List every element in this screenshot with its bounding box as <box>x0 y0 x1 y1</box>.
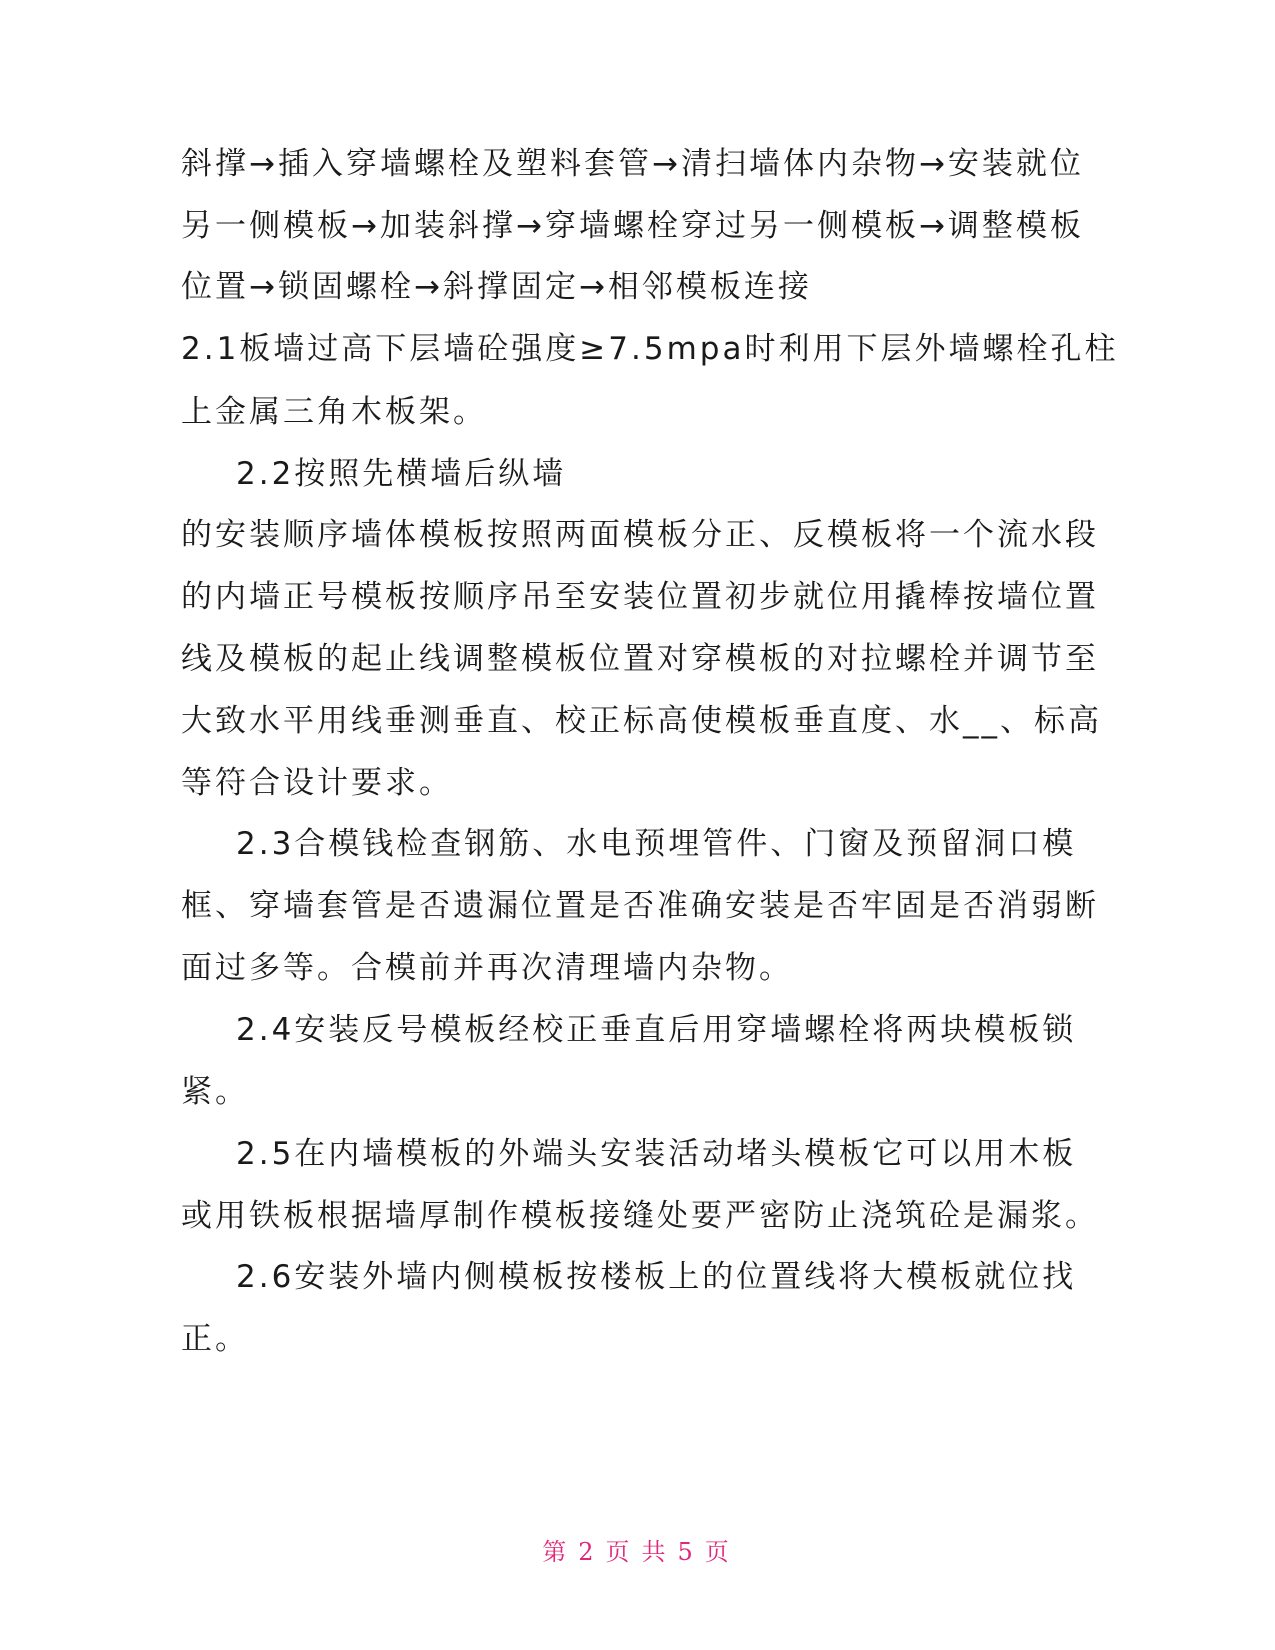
paragraph-2-4-start: 2.4安装反号模板经校正垂直后用穿墙螺栓将两块模板锁 <box>236 1012 1077 1048</box>
paragraph-2-5-start: 2.5在内墙模板的外端头安装活动堵头模板它可以用木板 <box>236 1136 1077 1172</box>
text-line-14: 面过多等。合模前并再次清理墙内杂物。 <box>181 950 793 986</box>
paragraph-2-6-start: 2.6安装外墙内侧模板按楼板上的位置线将大模板就位找 <box>236 1259 1077 1295</box>
text-line-9: 线及模板的起止线调整模板位置对穿模板的对拉螺栓并调节至 <box>181 641 1099 677</box>
text-line-16: 紧。 <box>181 1074 249 1110</box>
footer-page-end-label: 页 <box>704 1538 733 1566</box>
text-line-8: 的内墙正号模板按顺序吊至安装位置初步就位用撬棒按墙位置 <box>181 579 1099 615</box>
text-line-5: 上金属三角木板架。 <box>181 394 487 430</box>
text-line-4: 2.1板墙过高下层墙砼强度≥7.5mpa时利用下层外墙螺栓孔柱 <box>181 331 1119 367</box>
paragraph-2-3-start: 2.3合模钱检查钢筋、水电预埋管件、门窗及预留洞口模 <box>236 826 1077 862</box>
text-line-7: 的安装顺序墙体模板按照两面模板分正、反模板将一个流水段 <box>181 517 1099 553</box>
page-footer <box>0 1532 1275 1567</box>
footer-total-label: 共 <box>641 1538 670 1566</box>
paragraph-2-2-start: 2.2按照先横墙后纵墙 <box>236 456 567 492</box>
text-line-2: 另一侧模板→加装斜撑→穿墙螺栓穿过另一侧模板→调整模板 <box>181 208 1084 244</box>
total-pages-number: 5 <box>677 1538 697 1566</box>
text-line-10: 大致水平用线垂测垂直、校正标高使模板垂直度、水__、标高 <box>181 703 1102 739</box>
text-line-18: 或用铁板根据墙厚制作模板接缝处要严密防止浇筑砼是漏浆。 <box>181 1198 1099 1234</box>
footer-prefix: 第 <box>542 1538 571 1566</box>
current-page-number: 2 <box>578 1538 598 1566</box>
text-line-1: 斜撑→插入穿墙螺栓及塑料套管→清扫墙体内杂物→安装就位 <box>181 146 1084 182</box>
footer-page-label: 页 <box>605 1538 634 1566</box>
text-line-3: 位置→锁固螺栓→斜撑固定→相邻模板连接 <box>181 269 812 305</box>
text-line-20: 正。 <box>181 1321 249 1357</box>
text-line-13: 框、穿墙套管是否遗漏位置是否准确安装是否牢固是否消弱断 <box>181 888 1099 924</box>
text-line-11: 等符合设计要求。 <box>181 765 453 801</box>
